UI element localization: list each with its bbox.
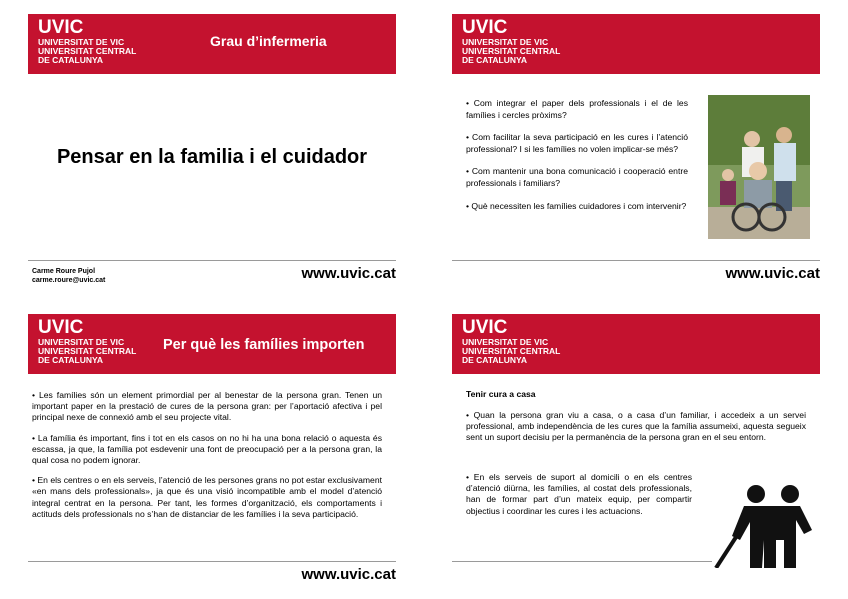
slide-divider — [28, 260, 396, 261]
person-head — [776, 127, 792, 143]
slide-divider — [28, 561, 396, 562]
home-care-bullet-2: • En els serveis de suport al domicili o en els centres d’atenció diürna, les famílies, al costat dels professionals, han de formar part d’un mateix equip, per compartir objectius i coordinar les cures i les actuacions. — [466, 472, 692, 516]
figure-head — [781, 485, 799, 503]
person-head — [749, 162, 767, 180]
person-head — [722, 169, 734, 181]
logo-line-1: UNIVERSITAT DE VIC — [38, 337, 125, 347]
slide-header — [28, 314, 396, 374]
logo-line-2: UNIVERSITAT CENTRAL — [462, 46, 561, 56]
header-title: Grau d’infermeria — [210, 33, 327, 49]
slide-3 — [28, 314, 396, 594]
slide-4 — [452, 314, 820, 594]
person-head — [744, 131, 760, 147]
slide-1 — [28, 14, 396, 294]
website-link[interactable]: www.uvic.cat — [301, 566, 396, 583]
uvic-logo — [38, 18, 136, 65]
logo-line-1: UNIVERSITAT DE VIC — [38, 37, 125, 47]
uvic-logo — [38, 318, 136, 365]
home-care-text-2 — [466, 472, 692, 526]
reason-3: • En els centres o en els serveis, l’atenció de les persones grans no pot estar exclusivament «en mans dels professionals», ja que és una visió incompatible amb el model d’atenció integral centrat en la persona. Per tant, les formes d’organització, els comportaments i actituds dels professionals no s’han de distanciar de les famílies i la seva participació. — [32, 475, 382, 519]
author-email: carme.roure@uvic.cat — [32, 277, 106, 284]
family-photo — [708, 95, 810, 239]
reason-1: • Les famílies són un element primordial per al benestar de la persona gran. Tenen un important paper en la prestació de cures de la persona gran: per l’aportació afectiva i pel principal nexe de connexió amb el seu projecte vital. — [32, 390, 382, 423]
logo-line-1: UNIVERSITAT DE VIC — [462, 37, 549, 47]
uvic-logo — [462, 18, 560, 65]
question-2: • Com facilitar la seva participació en les cures i l’atenció professional? I si les famílies no volen implicar-se més? — [466, 132, 688, 154]
logo-line-2: UNIVERSITAT CENTRAL — [462, 346, 561, 356]
slide-header — [28, 14, 396, 74]
person-body — [774, 143, 796, 181]
logo-line-3: DE CATALUNYA — [462, 55, 528, 65]
author-name: Carme Roure Pujol — [32, 268, 96, 275]
logo-main: UVIC — [38, 17, 84, 38]
logo-line-3: DE CATALUNYA — [462, 355, 528, 365]
slide-header — [452, 314, 820, 374]
logo-line-1: UNIVERSITAT DE VIC — [462, 337, 549, 347]
slide-2 — [452, 14, 820, 294]
figure-head — [747, 485, 765, 503]
section-title: Tenir cura a casa — [466, 389, 536, 399]
question-3: • Com mantenir una bona comunicació i cooperació entre professionals i familiars? — [466, 166, 688, 188]
logo-main: UVIC — [462, 317, 508, 338]
question-1: • Com integrar el paper dels professionals i el de les famílies i cercles pròxims? — [466, 98, 688, 120]
website-link[interactable]: www.uvic.cat — [725, 265, 820, 282]
logo-line-3: DE CATALUNYA — [38, 355, 104, 365]
reason-2: • La família és important, fins i tot en els casos on no hi ha una bona relació o aquesta és escassa, ja que, la família pot esdevenir una font de preocupació per a la persona gran, la qual cosa no podem ignorar. — [32, 432, 382, 466]
logo-line-2: UNIVERSITAT CENTRAL — [38, 46, 137, 56]
slide-header — [452, 14, 820, 74]
support-pictogram-icon — [714, 484, 818, 568]
person-body — [720, 181, 736, 205]
logo-line-2: UNIVERSITAT CENTRAL — [38, 346, 137, 356]
home-care-text-1 — [466, 410, 806, 453]
figure-body — [732, 506, 812, 568]
main-title: Pensar en la familia i el cuidador — [56, 146, 368, 168]
slide-divider — [452, 561, 712, 562]
cane — [716, 534, 738, 568]
website-link[interactable]: www.uvic.cat — [301, 265, 396, 282]
slide-divider — [452, 260, 820, 261]
logo-line-3: DE CATALUNYA — [38, 55, 104, 65]
logo-main: UVIC — [38, 317, 84, 338]
questions-list — [466, 98, 688, 221]
question-4: • Què necessiten les famílies cuidadores i com intervenir? — [466, 200, 687, 211]
logo-main: UVIC — [462, 17, 508, 38]
header-title: Per què les famílies importen — [163, 337, 365, 353]
home-care-bullet-1: • Quan la persona gran viu a casa, o a casa d’un familiar, i accedeix a un servei professional, amb independència de les cures que la família assumeixi, aquesta segueix sent un suport decisiu per la permanència de la persona gran en el seu entorn. — [466, 410, 806, 443]
author-block — [32, 267, 105, 285]
uvic-logo — [462, 318, 560, 365]
reasons-list — [32, 390, 382, 529]
